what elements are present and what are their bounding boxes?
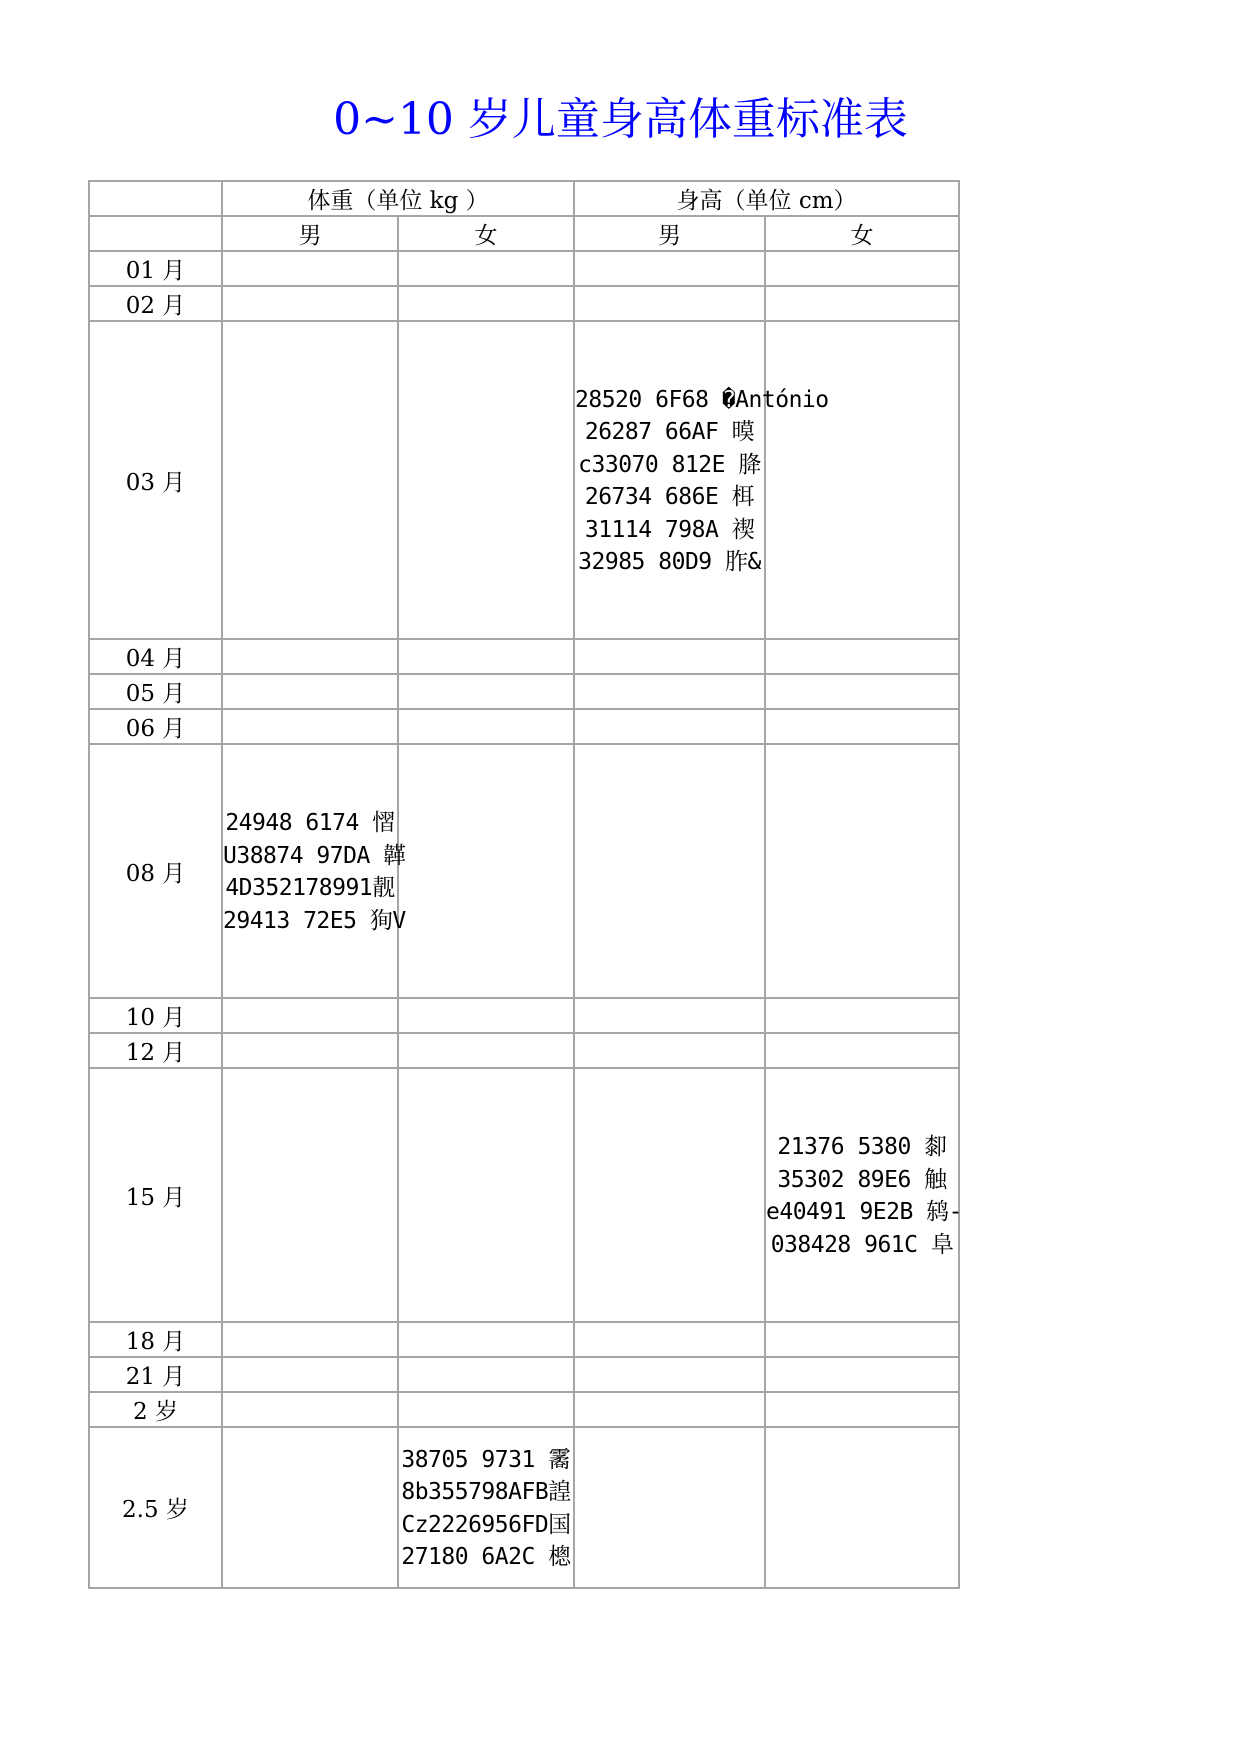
weight-male-cell	[222, 321, 398, 639]
cell-note-line: 32985 80D9 胙&	[578, 549, 761, 575]
cell-note-line: e40491 9E2B 鸫-	[766, 1199, 963, 1225]
corner-cell	[89, 181, 222, 216]
height-female-cell	[765, 321, 959, 639]
weight-female-cell	[398, 251, 574, 286]
table-row	[89, 998, 959, 1033]
table-row	[89, 321, 959, 639]
weight-female-cell	[398, 674, 574, 709]
weight-male-cell	[222, 1427, 398, 1588]
table-row	[89, 1357, 959, 1392]
table-row	[89, 1392, 959, 1427]
weight-female-cell	[398, 321, 574, 639]
cell-note-line: 21376 5380 厀	[777, 1134, 947, 1160]
header-row-group	[89, 181, 959, 216]
age-label: 03 月	[89, 321, 222, 639]
height-male-cell	[574, 1033, 765, 1068]
age-label: 10 月	[89, 998, 222, 1033]
height-male-cell	[574, 1322, 765, 1357]
table-row	[89, 1033, 959, 1068]
table-row	[89, 1068, 959, 1322]
weight-male-header: 男	[222, 216, 398, 251]
table-row	[89, 1322, 959, 1357]
cell-note-list	[766, 1129, 963, 1261]
height-male-cell	[574, 744, 765, 998]
height-male-cell	[574, 709, 765, 744]
age-label: 04 月	[89, 639, 222, 674]
age-label: 05 月	[89, 674, 222, 709]
weight-female-cell	[398, 1427, 574, 1588]
height-female-cell	[765, 1427, 959, 1588]
age-label: 2.5 岁	[89, 1427, 222, 1588]
weight-female-cell	[398, 1392, 574, 1427]
table-row	[89, 709, 959, 744]
height-male-header: 男	[574, 216, 765, 251]
corner-cell	[89, 216, 222, 251]
height-female-header: 女	[765, 216, 959, 251]
height-male-cell	[574, 1357, 765, 1392]
cell-note-line: 26734 686E 栮	[584, 484, 755, 510]
cell-note-line: 29413 72E5 狥V	[223, 907, 406, 934]
weight-group-header: 体重（单位 kg ）	[222, 181, 574, 216]
height-female-cell	[765, 709, 959, 744]
cell-note-line: c33070 812E 胮	[578, 451, 761, 478]
weight-male-cell	[222, 1322, 398, 1357]
height-male-cell	[574, 251, 765, 286]
cell-note-list	[399, 1442, 573, 1574]
cell-note-line: 38705 9731 霱	[401, 1446, 571, 1473]
cell-note-line: Cz2226956FD国	[401, 1511, 571, 1538]
height-male-cell	[574, 1427, 765, 1588]
age-label: 15 月	[89, 1068, 222, 1322]
height-female-cell	[765, 1392, 959, 1427]
weight-male-cell	[222, 674, 398, 709]
table-row	[89, 286, 959, 321]
weight-female-cell	[398, 1033, 574, 1068]
height-male-cell	[574, 286, 765, 321]
height-female-cell	[765, 251, 959, 286]
height-female-cell	[765, 1357, 959, 1392]
cell-note-line: 31114 798A 禊	[584, 516, 755, 543]
age-label: 21 月	[89, 1357, 222, 1392]
table-row	[89, 744, 959, 998]
weight-female-cell	[398, 998, 574, 1033]
height-female-cell	[765, 998, 959, 1033]
cell-note-line: 35302 89E6 触	[777, 1166, 947, 1193]
header-row-gender	[89, 216, 959, 251]
weight-female-cell	[398, 286, 574, 321]
cell-note-line: U38874 97DA 韚	[223, 842, 406, 869]
weight-male-cell	[222, 286, 398, 321]
weight-female-cell	[398, 1322, 574, 1357]
cell-note-line: 8b355798AFB諻	[401, 1479, 571, 1505]
cell-note-line: 26287 66AF 暯	[584, 419, 755, 445]
cell-note-list	[575, 382, 829, 579]
cell-note-line: 24948 6174 慴	[225, 810, 395, 836]
weight-male-cell	[222, 744, 406, 998]
height-male-cell	[574, 1392, 765, 1427]
cell-note-line: 27180 6A2C 樬	[401, 1544, 571, 1570]
height-male-cell	[574, 998, 765, 1033]
page-title: 0~10 岁儿童身高体重标准表	[333, 94, 908, 145]
weight-male-cell	[222, 1392, 398, 1427]
weight-female-cell	[398, 1357, 574, 1392]
age-label: 08 月	[89, 744, 222, 998]
table-row	[89, 639, 959, 674]
cell-note-list	[223, 805, 406, 937]
height-female-cell	[765, 1033, 959, 1068]
cell-note-line: 28520 6F68 �António	[575, 386, 829, 413]
weight-female-cell	[398, 1068, 574, 1322]
weight-male-cell	[222, 709, 398, 744]
weight-female-cell	[398, 744, 574, 998]
height-female-cell	[765, 1068, 963, 1322]
cell-note-line: 4D352178991靓	[225, 875, 395, 901]
weight-male-cell	[222, 639, 398, 674]
height-group-header: 身高（单位 cm）	[574, 181, 959, 216]
weight-male-cell	[222, 1033, 398, 1068]
weight-male-cell	[222, 1068, 398, 1322]
cell-note-line: 038428 961C 阜	[770, 1231, 954, 1258]
weight-female-header: 女	[398, 216, 574, 251]
height-female-cell	[765, 674, 959, 709]
height-male-cell	[574, 321, 829, 639]
height-female-cell	[765, 286, 959, 321]
weight-male-cell	[222, 1357, 398, 1392]
height-female-cell	[765, 1322, 959, 1357]
height-male-cell	[574, 674, 765, 709]
table-row	[89, 674, 959, 709]
growth-standard-table	[88, 180, 963, 1589]
height-male-cell	[574, 1068, 765, 1322]
weight-male-cell	[222, 998, 398, 1033]
table-row	[89, 251, 959, 286]
age-label: 01 月	[89, 251, 222, 286]
age-label: 2 岁	[89, 1392, 222, 1427]
age-label: 02 月	[89, 286, 222, 321]
weight-male-cell	[222, 251, 398, 286]
height-female-cell	[765, 639, 959, 674]
table-row	[89, 1427, 959, 1588]
height-female-cell	[765, 744, 959, 998]
age-label: 18 月	[89, 1322, 222, 1357]
height-male-cell	[574, 639, 765, 674]
age-label: 06 月	[89, 709, 222, 744]
weight-female-cell	[398, 639, 574, 674]
age-label: 12 月	[89, 1033, 222, 1068]
weight-female-cell	[398, 709, 574, 744]
